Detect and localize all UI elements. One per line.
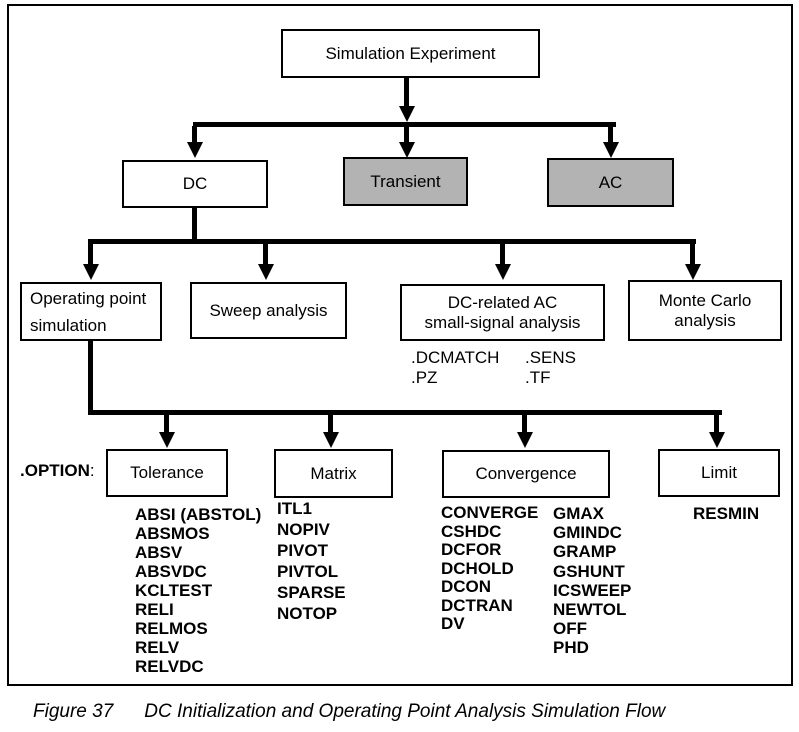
option-keyword: SPARSE (277, 583, 346, 602)
connector-to-dc-related-ac (500, 243, 505, 266)
node-ac (547, 158, 674, 207)
option-keyword: RELI (135, 600, 174, 619)
node-label-line1: Monte Carlo (658, 290, 752, 310)
figure-caption-title: DC Initialization and Operating Point Analysis Simulation Flow (144, 701, 666, 722)
node-operating-point-simulation (20, 282, 162, 341)
option-keyword: DCON (441, 577, 492, 596)
connector-to-ac (608, 126, 613, 143)
option-keyword: ABSMOS (135, 524, 210, 543)
dcac-command-list-col2 (525, 348, 576, 387)
option-keyword: GRAMP (553, 542, 617, 562)
node-label: Simulation Experiment (325, 43, 496, 63)
connector-level2-bus (88, 239, 696, 244)
option-keyword: RESMIN (693, 504, 760, 523)
option-label (20, 461, 95, 481)
option-keyword: PHD (553, 638, 589, 658)
convergence-keyword-list-col2 (553, 504, 631, 658)
option-keyword: DCHOLD (441, 558, 514, 578)
connector-to-tolerance (164, 414, 169, 434)
node-label: DC (182, 174, 208, 193)
option-keyword: NEWTOL (553, 600, 627, 620)
node-label: AC (598, 172, 623, 192)
option-keyword: GMAX (553, 504, 604, 523)
connector-to-operating-point (88, 243, 93, 266)
option-keyword: ICSWEEP (553, 580, 632, 600)
option-keyword: RELMOS (135, 619, 208, 638)
option-keyword: PIVTOL (277, 562, 339, 581)
connector-to-matrix (328, 414, 333, 434)
figure-caption (33, 701, 665, 723)
connector-dc-stem (192, 206, 197, 241)
convergence-keyword-list-col1 (441, 504, 538, 634)
node-limit (658, 449, 780, 497)
node-label: Tolerance (130, 463, 204, 482)
option-keyword: CONVERGE (441, 503, 539, 522)
node-label: Convergence (475, 464, 577, 483)
node-label-line1: DC-related AC (447, 292, 558, 312)
limit-keyword-list (693, 504, 759, 523)
option-keyword: GSHUNT (553, 561, 625, 581)
option-colon: : (89, 461, 95, 480)
node-label-line1: Operating point (30, 288, 147, 308)
arrowhead-to-sweep (258, 264, 274, 280)
option-keyword: DV (441, 614, 465, 633)
node-label: Sweep analysis (209, 300, 328, 320)
node-tolerance (106, 449, 228, 497)
option-keyword: DCTRAN (441, 595, 513, 615)
arrowhead-to-monte-carlo (685, 264, 701, 280)
arrowhead-to-dc-related-ac (495, 264, 511, 280)
figure-caption-label: Figure 37 (33, 701, 114, 722)
option-keyword: RELVDC (135, 657, 204, 676)
connector-to-convergence (522, 414, 527, 434)
arrowhead-to-transient (399, 142, 415, 158)
tolerance-keyword-list (135, 505, 261, 676)
node-monte-carlo-analysis (628, 280, 782, 341)
arrowhead-to-limit (709, 432, 725, 448)
node-label: Matrix (310, 463, 357, 483)
node-matrix (274, 449, 393, 498)
arrowhead-root (399, 106, 415, 122)
connector-to-limit (714, 414, 719, 434)
option-keyword: ABSV (135, 543, 183, 562)
option-keyword: PIVOT (277, 541, 329, 560)
dcac-command-list-col1 (411, 348, 499, 387)
node-sweep-analysis (190, 282, 347, 339)
arrowhead-to-tolerance (159, 432, 175, 448)
dcac-command: .SENS (525, 348, 577, 367)
option-keyword: GMINDC (553, 523, 622, 543)
option-keyword: DCFOR (441, 540, 502, 559)
connector-level3-bus (88, 410, 722, 415)
dcac-command: .PZ (411, 367, 438, 387)
option-keyword: RELV (135, 638, 180, 657)
option-keyword: OFF (553, 619, 587, 639)
connector-to-transient (404, 126, 409, 143)
arrowhead-to-dc (187, 142, 203, 158)
dcac-command: .DCMATCH (411, 348, 500, 367)
option-keyword: NOTOP (277, 604, 338, 623)
option-keyword: KCLTEST (135, 581, 213, 600)
connector-root-stem (404, 77, 409, 108)
connector-to-dc (192, 126, 197, 143)
dcac-command: .TF (525, 367, 551, 387)
node-label-line2: analysis (674, 310, 736, 330)
connector-to-monte-carlo (690, 243, 695, 266)
option-keyword: CSHDC (441, 521, 502, 541)
option-keyword: ABSVDC (135, 562, 207, 581)
node-label-line2: small-signal analysis (424, 312, 581, 332)
node-label: Transient (370, 171, 441, 191)
node-convergence (442, 450, 610, 498)
node-dc (122, 160, 268, 208)
arrowhead-to-convergence (517, 432, 533, 448)
connector-to-sweep (263, 243, 268, 266)
node-label: Limit (701, 463, 737, 482)
option-keyword: ABSI (ABSTOL) (135, 505, 262, 524)
node-label-line2: simulation (30, 315, 107, 335)
option-keyword: NOPIV (277, 520, 330, 539)
matrix-keyword-list (277, 498, 346, 624)
connector-operating-point-stem (88, 339, 93, 413)
node-dc-related-ac-analysis (400, 284, 605, 341)
arrowhead-to-matrix (323, 432, 339, 448)
arrowhead-to-ac (603, 142, 619, 158)
node-simulation-experiment (281, 29, 540, 78)
option-prefix: .OPTION (20, 461, 90, 480)
arrowhead-to-operating-point (83, 264, 99, 280)
option-keyword: ITL1 (277, 499, 312, 518)
node-transient (343, 157, 468, 206)
